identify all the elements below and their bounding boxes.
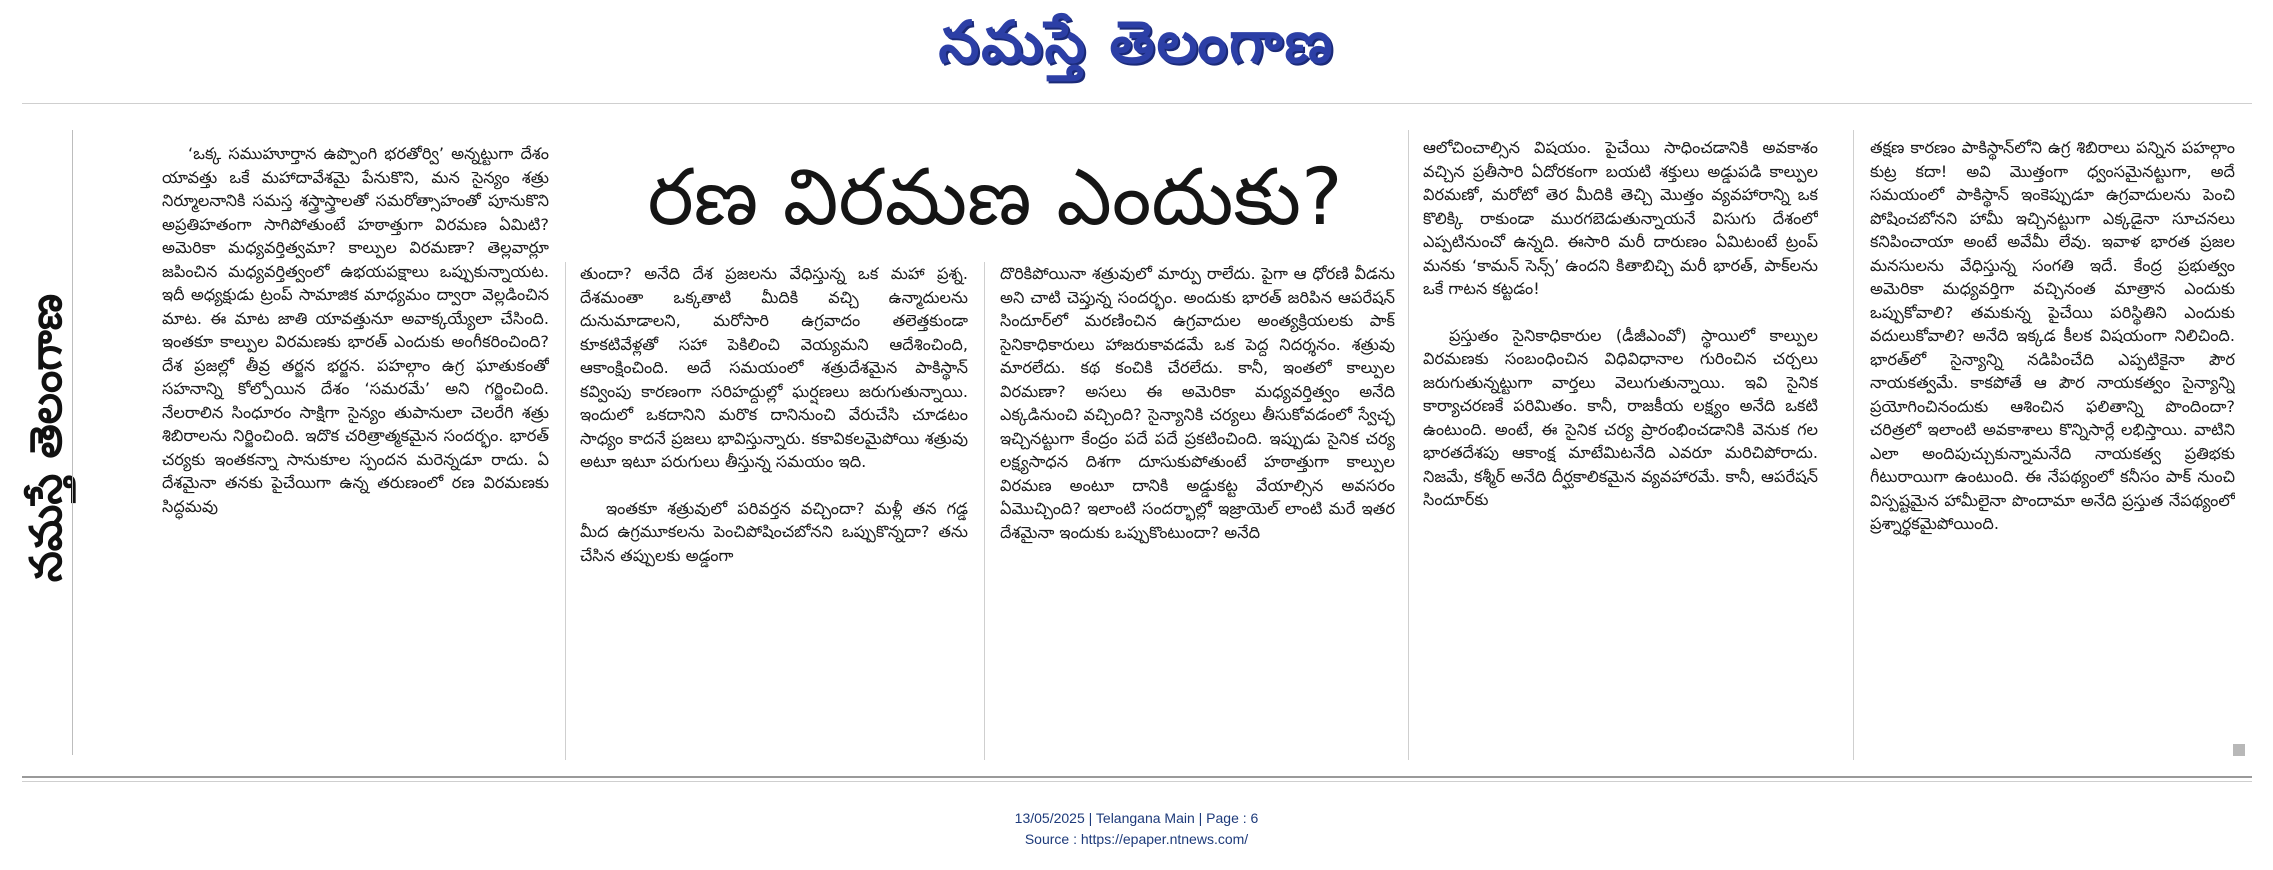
source-link[interactable]: Source : https://epaper.ntnews.com/ — [1024, 831, 1249, 847]
article-column-1 — [162, 142, 549, 762]
paragraph: ప్రస్తుతం సైనికాధికారుల (డీజీఎంవో) స్థాయిలో కాల్పుల విరమణకు సంబంధించిన విధివిధానాల గురించిన చర్చలు జరుగుతున్నట్టుగా వార్తలు వెలుగుతున్నాయి. ఇవి సైనిక కార్యాచరణకే పరిమితం. కానీ, రాజకీయ లక్ష్యం అనేది ఒకటి ఉంటుంది. అంటే, ఈ సైనిక చర్య ప్రారంభించడానికి వెనుక గల భారతదేశపు ఆకాంక్ష మాటేమిటనేది ఎవరూ మరిచిపోరాదు. నిజమే, కశ్మీర్ అనేది దీర్ఘకాలికమైన వ్యవహారమే. కానీ, ఆపరేషన్ సిందూర్‌కు — [1423, 325, 1818, 509]
paragraph: ఆలోచించాల్సిన విషయం. పైచేయి సాధించడానికి అవకాశం వచ్చిన ప్రతీసారి ఏదోరకంగా బయటి శక్తులు అడ్డుపడి కాల్పుల విరమణో, మరోటో తెర మీదికి తెచ్చి మొత్తం వ్యవహారాన్ని ఒక కొలిక్కి రాకుండా మురగబెడుతున్నాయనే విసుగు దేశంలో ఎప్పటినుంచో ఉన్నది. ఈసారి మరీ దారుణం ఏమిటంటే ట్రంప్ మనకు ‘కామన్ సెన్స్’ ఉందని కితాబిచ్చి మరీ భారత్, పాక్‌లను ఒకే గాటన కట్టడం! — [1423, 138, 1818, 298]
sidebar-vertical-logo — [21, 128, 76, 748]
page-footer — [0, 808, 2273, 850]
article-end-marker — [2233, 744, 2245, 756]
column-divider — [1408, 130, 1409, 760]
paragraph: ఇంతకూ శత్రువులో పరివర్తన వచ్చిందా? మళ్లీ తన గడ్డ మీద ఉగ్రమూకలను పెంచిపోషించబోనని ఒప్పుకొన్నదా? తను చేసిన తప్పులకు అడ్డంగా — [580, 498, 968, 565]
sidebar-divider — [72, 130, 73, 755]
article-headline: రణ విరమణ ఎందుకు? — [647, 153, 1343, 243]
article-column-5 — [1870, 136, 2235, 762]
column-divider — [1853, 130, 1854, 760]
paragraph: తక్షణ కారణం పాకిస్థాన్‌లోని ఉగ్ర శిబిరాలు పన్నిన పహల్గాం కుట్ర కదా! అవి మొత్తంగా ధ్వంసమైనట్టుగా, అదే సమయంలో పాకిస్థాన్ ఇంకెప్పుడూ ఉగ్రవాదులను పెంచి పోషించబోనని హామీ ఇచ్చినట్టుగా ఎక్కడైనా సూచనలు కనిపించాయా అంటే అవేమీ లేవు. ఇవాళ భారత ప్రజల మనసులను వేధిస్తున్న సంగతి ఇదే. కేంద్ర ప్రభుత్వం అమెరికా మధ్యవర్తిగా వచ్చినంత మాత్రాన ఎందుకు ఒప్పుకోవాలి? తమకున్న పైచేయి పరిస్థితిని ఎందుకు వదులుకోవాలి? అనేది ఇక్కడ కీలక విషయంగా నిలిచింది. భారత్‌లో సైన్యాన్ని నడిపించేది ఎప్పటికైనా పౌర నాయకత్వమే. కాకపోతే ఆ పౌర నాయకత్వం సైన్యాన్ని ప్రయోగించినందుకు ఆశించిన ఫలితాన్ని పొందిందా? చరిత్రలో ఇలాంటి అవకాశాలు కొన్నిసార్లే లభిస్తాయి. వాటిని ఎలా అందిపుచ్చుకున్నామనేది నాయకత్వ ప్రతిభకు గీటురాయిగా ఉంటుంది. ఈ నేపథ్యంలో కనీసం పాక్ నుంచి విస్పష్టమైన హామీలైనా పొందామా అనేది ప్రస్తుత నేపథ్యంలో ప్రశ్నార్థకమైపోయింది. — [1870, 138, 2235, 533]
article-column-3 — [1000, 262, 1395, 762]
bottom-divider-thin — [22, 781, 2252, 782]
paragraph: ‘ఒక్క సముహూర్తాన ఉప్పొంగి భరతోర్వి’ అన్నట్టుగా దేశం యావత్తు ఒకే మహాదావేశమై పేనుకొని, మన సైన్యం శత్రు నిర్మూలనానికి సమస్త శస్త్రాస్త్రాలతో సమరోత్సాహంతో పూనుకొని అప్రతిహతంగా సాగిపోతుంటే హఠాత్తుగా విరమణ ఏమిటి? అమెరికా మధ్యవర్తిత్వమా? కాల్పుల విరమణా? తెల్లవార్లూ జపించిన మధ్యవర్తిత్వంలో ఉభయపక్షాలు ఒప్పుకున్నాయట. ఇదీ అధ్యక్షుడు ట్రంప్ సామాజిక మాధ్యమం ద్వారా వెల్లడించిన మాట. ఈ మాట జాతి యావత్తునూ అవాక్కయ్యేలా చేసింది. ఇంతకూ కాల్పుల విరమణకు భారత్ ఎందుకు అంగీకరించింది? దేశ ప్రజల్లో తీవ్ర తర్జన భర్జన. పహల్గాం ఉగ్ర ఘాతుకంతో సహనాన్ని కోల్పోయిన దేశం ‘సమరమే’ అని గర్జించింది. నేలరాలిన సింధూరం సాక్షిగా సైన్యం తుపానులా చెలరేగి శత్రు శిబిరాలను నిర్జించింది. ఇదొక చరిత్రాత్మకమైన సందర్భం. భారత్ చర్యకు ఇంతకన్నా సానుకూల స్పందన మరెన్నడూ రాదు. ఏ దేశమైనా తనకు పైచేయిగా ఉన్న తరుణంలో రణ విరమణకు సిద్ధమవు — [162, 144, 549, 516]
masthead-logo: నమస్తే తెలంగాణ — [938, 8, 1335, 76]
column-divider — [565, 262, 566, 760]
sidebar-logo-text: నమస్తే తెలంగాణ — [21, 293, 72, 583]
column-divider — [984, 262, 985, 760]
edition-info: 13/05/2025 | Telangana Main | Page : 6 — [1014, 810, 1259, 826]
paragraph: తుందా? అనేది దేశ ప్రజలను వేధిస్తున్న ఒక మహా ప్రశ్న. దేశమంతా ఒక్కతాటి మీదికి వచ్చి ఉన్మాదులను దునుమాడాలని, మరోసారి ఉగ్రవాదం తలెత్తకుండా కూకటివేళ్లతో సహా పెకిలించి వెయ్యమని ఆదేశించింది, ఆకాంక్షించింది. అదే సమయంలో శత్రుదేశమైన పాకిస్థాన్ కవ్వింపు కారణంగా సరిహద్దుల్లో ఘర్షణలు జరుగుతున్నాయి. ఇందులో ఒకదానిని మరొక దానినుంచి వేరుచేసి చూడటం సాధ్యం కాదనే ప్రజలు భావిస్తున్నారు. కకావికలమైపోయి శత్రువు అటూ ఇటూ పరుగులు తీస్తున్న సమయం ఇది. — [580, 264, 968, 471]
paragraph: దొరికిపోయినా శత్రువులో మార్పు రాలేదు. పైగా ఆ ధోరణి వీడను అని చాటి చెప్తున్న సందర్భం. అందుకు భారత్ జరిపిన ఆపరేషన్ సిందూర్‌లో మరణించిన ఉగ్రవాదుల అంత్యక్రియలకు పాక్ సైనికాధికారులు హాజరుకావడమే ఒక పెద్ద నిదర్శనం. శత్రువు మారలేదు. కథ కంచికి చేరలేదు. కానీ, ఇంతలో కాల్పుల విరమణా? అసలు ఈ అమెరికా మధ్యవర్తిత్వం అనేది ఎక్కడినుంచి వచ్చింది? సైన్యానికి చర్యలు తీసుకోవడంలో స్వేచ్ఛ ఇచ్చినట్టుగా కేంద్రం పదే పదే ప్రకటించింది. ఇప్పుడు సైనిక చర్య లక్ష్యసాధన దిశగా దూసుకుపోతుంటే హఠాత్తుగా కాల్పుల విరమణ అంటూ దానికి అడ్డుకట్ట వేయాల్సిన అవసరం ఏమొచ్చింది? ఇలాంటి సందర్భాల్లో ఇజ్రాయెల్ లాంటి మరే ఇతర దేశమైనా ఇందుకు ఒప్పుకొంటుందా? అనేది — [1000, 264, 1395, 542]
article-column-4 — [1423, 136, 1818, 762]
masthead — [0, 0, 2273, 80]
article-column-2 — [580, 262, 968, 762]
top-divider — [22, 103, 2252, 104]
bottom-divider — [22, 776, 2252, 778]
